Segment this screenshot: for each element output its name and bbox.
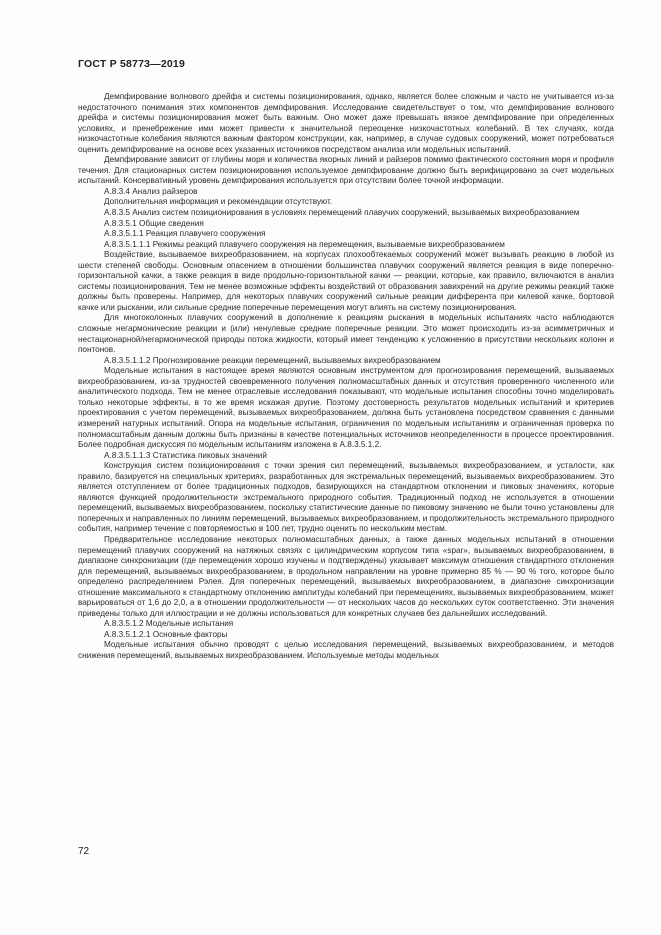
paragraph: Модельные испытания в настоящее время являются основным инструментом для прогнозирования перемещений, вызываемых вихреобразованием, из-за трудностей своевременного получения полномасштабных данных и отсутствия проверенного численного или аналитического подхода. Тем не менее отраслевые исследования показывают, что модельные испытания способны точно моделировать только некоторые эффекты, в то же время искажая другие. Поэтому достоверность результатов модельных испытаний и критериев проектирования с учетом перемещений, вызываемых вихреобразованием, должна быть установлена посредством сравнения с данными измерений натурных испытаний. Опора на модельные испытания, ограничения по модельным испытаниям и ограниченная проверка по полномасштабным данным должны быть признаны в качестве потенциальных источников неопределенности в процессе проектирования. Более подробная дискуссия по модельным испытаниям изложена в А.8.3.5.1.2. (78, 366, 614, 450)
section-heading: А.8.3.5.1.1.2 Прогнозирование реакции перемещений, вызываемых вихреобразованием (104, 355, 441, 365)
section-heading: А.8.3.5 Анализ систем позиционирования в условиях перемещений плавучих сооружений, вызываемых вихреобразованием (104, 208, 580, 218)
section-heading: А.8.3.5.1.2 Модельные испытания (104, 619, 234, 629)
section-heading: А.8.3.5.1.1.1 Режимы реакций плавучего сооружения на перемещения, вызываемые вихреобразованием (104, 239, 505, 249)
paragraph: Модельные испытания обычно проводят с целью исследования перемещений, вызываемых вихреобразованием, и методов снижения перемещений, вызываемых вихреобразованием. Используемые методы модельных (78, 640, 614, 660)
paragraph: Конструкция систем позиционирования с точки зрения сил перемещений, вызываемых вихреобразованием, и усталости, как правило, базируется на специальных критериях, разработанных для экстремальных перемещений, вызываемых вихреобразованием. Это является отступлением от более традиционных подходов, базирующихся на стандартном отклонении и пиковых значениях, которые являются функцией продолжительности экстремального природного события. Традиционный подход не используется в отношении перемещений, вызываемых вихреобразованием, поскольку статистические данные по пиковому значению не были точно установлены для поперечных и направленных по линиям перемещений, вызываемых вихреобразованием, и продолжительность экстремального природного события, например течение с повторяемостью в 100 лет, трудно оценить по нескольким местам. (78, 461, 614, 534)
body-text (78, 92, 614, 662)
paragraph: Предварительное исследование некоторых полномасштабных данных, а также данных модельных испытаний в отношении перемещений плавучих сооружений на натяжных связях с цилиндрическим корпусом типа «spar», вызываемых вихреобразованием, в диапазоне синхронизации (где перемещения хорошо изучены и подтверждены) указывает максимум отношения стандартного отклонения для перемещений, вызываемых вихреобразованием, в продольном направлении на уровне примерно 85 % — 90 % того, которое было определено распределением Рэлея. Для поперечных перемещений, вызываемых вихреобразованием, в диапазоне синхронизации отношение максимального к стандартному отклонению амплитуды колебаний при перемещениях, вызываемых вихреобразованием, может варьироваться от 1,6 до 2,0, а в отношении продолжительности — от нескольких часов до нескольких суток соответственно. Эти значения приведены только для иллюстрации и не должны использоваться для конкретных случаев без дальнейших исследований. (78, 534, 614, 618)
section-heading: А.8.3.5.1.2.1 Основные факторы (104, 629, 228, 639)
section-heading: А.8.3.5.1.1.3 Статистика пиковых значений (104, 450, 267, 460)
standard-header: ГОСТ Р 58773—2019 (78, 58, 186, 70)
paragraph: Воздействие, вызываемое вихреобразованием, на корпусах плохообтекаемых сооружений может вызывать реакцию в любой из шести степеней свободы. Основным опасением в отношении большинства плавучих сооружений является реакция в виде поперечно-горизонтальной качки, а также реакция в виде продольно-горизонтальной качки — реакции, которые, как правило, включаются в анализ системы позиционирования. Тем не менее возможные эффекты воздействий от образования завихрений на другие режимы реакций также должны быть проверены. Например, для некоторых плавучих сооружений сильные реакции дифферента при килевой качке, бортовой качке или рыскании, или сильные средние поперечные перемещения могут влиять на систему позиционирования. (78, 250, 614, 312)
paragraph: Демпфирование волнового дрейфа и системы позиционирования, однако, является более сложным и часто не учитывается из-за недостаточного понимания этих компонентов демпфирования. Исследование свидетельствует о том, что демпфирование волнового дрейфа и системы позиционирования может быть важным. Оно может даже превышать вязкое демпфирование при определенных условиях, и пренебрежение ими может привести к значительной переоценке низкочастотных колебаний. В тех случаях, когда низкочастотные колебания являются важным фактором конструкции, как, например, в случае судовых сооружений, может потребоваться оценить демпфирование на основе всех указанных источников посредством анализа или модельных испытаний. (78, 92, 614, 154)
paragraph: Демпфирование зависит от глубины моря и количества якорных линий и райзеров помимо фактического состояния моря и профиля течения. Для стационарных систем позиционирования используемое демпфирование должно быть верифицировано за счет модельных испытаний. Консервативный уровень демпфирования используется при отсутствии более точной информации. (78, 155, 614, 186)
page-number: 72 (78, 846, 90, 857)
paragraph: Для многоколонных плавучих сооружений в дополнение к реакциям рыскания в модельных испытаниях часто наблюдаются сложные негармонические реакции и (или) ненулевые средние поперечные реакции. Это может происходить из-за асимметричных и нестационарной/негармонической природы потока жидкости, который имеет тенденцию к усложнению в присутствии нескольких колонн и понтонов. (78, 313, 614, 355)
section-heading: А.8.3.5.1 Общие сведения (104, 218, 204, 228)
paragraph: Дополнительная информация и рекомендации отсутствуют. (104, 197, 333, 207)
section-heading: А.8.3.5.1.1 Реакция плавучего сооружения (104, 229, 266, 239)
section-heading: А.8.3.4 Анализ райзеров (104, 186, 198, 196)
